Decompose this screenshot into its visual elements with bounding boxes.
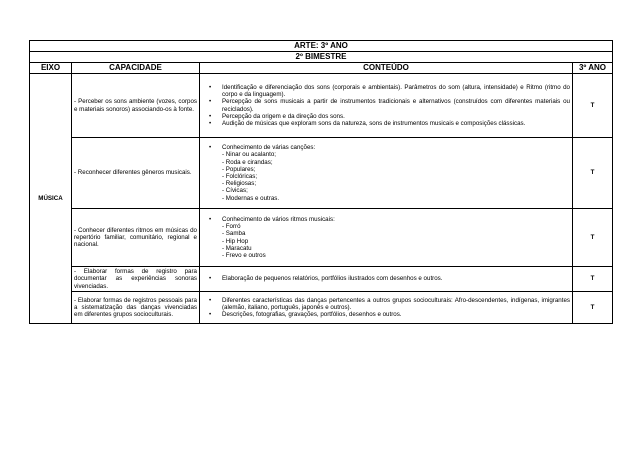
document-subtitle: 2º BIMESTRE — [30, 52, 613, 63]
content-item-text: Conhecimento de várias canções: — [222, 144, 316, 152]
grade-cell: T — [573, 292, 613, 324]
capacity-cell: - Perceber os sons ambiente (vozes, corpos e materiais sonoros) associando-os à fonte. — [72, 74, 200, 138]
table-row — [30, 74, 613, 138]
content-cell — [200, 267, 573, 292]
content-item-text: Identificação e diferenciação dos sons (corporais e ambientais). Parâmetros do som (altura, intensidade) e Ritmo (ritmo do corpo e da linguagem). — [222, 83, 570, 99]
bullet-icon: • — [209, 98, 212, 106]
capacity-cell: - Reconhecer diferentes gêneros musicais. — [72, 138, 200, 209]
document-title: ARTE: 3º ANO — [30, 41, 613, 52]
content-cell — [200, 209, 573, 267]
list-item — [209, 83, 570, 99]
list-item — [209, 215, 570, 259]
content-list — [202, 275, 570, 282]
list-item — [209, 112, 570, 120]
curriculum-table — [29, 40, 613, 324]
content-list — [202, 216, 570, 259]
column-header-row — [30, 63, 613, 74]
list-item — [209, 311, 570, 319]
header-content: CONTEÚDO — [200, 63, 573, 74]
sub-item: - Hip Hop — [222, 237, 249, 245]
sub-item: - Frevo e outros — [222, 251, 266, 259]
content-cell — [200, 138, 573, 209]
list-item — [209, 119, 570, 127]
content-item-text: Conhecimento de vários ritmos musicais: — [222, 215, 335, 223]
capacity-cell: - Elaborar formas de registros pessoais para a sistematização das danças vivenciadas em diferentes grupos socioculturais. — [72, 292, 200, 324]
bullet-icon: • — [209, 275, 212, 283]
header-axis: EIXO — [30, 63, 72, 74]
content-cell — [200, 292, 573, 324]
table-row — [30, 209, 613, 267]
list-item — [209, 98, 570, 113]
sub-item: - Maracatu — [222, 244, 252, 252]
sub-item: - Populares; — [222, 165, 256, 173]
sub-item: - Cívicas; — [222, 187, 248, 195]
capacity-cell: - Conhecer diferentes ritmos em músicas do repertório familiar, comunitário, regional e nacional. — [72, 209, 200, 267]
list-item — [209, 144, 570, 202]
grade-cell: T — [573, 74, 613, 138]
header-capacity: CAPACIDADE — [72, 63, 200, 74]
bullet-icon: • — [209, 83, 212, 91]
bullet-icon: • — [209, 112, 212, 120]
content-item-text: Descrições, fotografias, gravações, portfólios, desenhos e outros. — [222, 311, 402, 319]
content-cell — [200, 74, 573, 138]
bullet-icon: • — [209, 144, 212, 152]
list-item — [209, 275, 570, 283]
content-item-text: Percepção de sons musicais a partir de instrumentos tradicionais e alternativos (construídos com diferentes materiais ou reciclados). — [222, 98, 570, 113]
grade-cell: T — [573, 138, 613, 209]
content-list — [202, 297, 570, 319]
sub-item: - Roda e cirandas; — [222, 158, 273, 166]
grade-cell: T — [573, 267, 613, 292]
bullet-icon: • — [209, 215, 212, 223]
list-item — [209, 296, 570, 311]
table-row — [30, 138, 613, 209]
table-row — [30, 292, 613, 324]
title-row — [30, 41, 613, 52]
capacity-cell: - Elaborar formas de registro para documentar as experiências sonoras vivenciadas. — [72, 267, 200, 292]
bullet-icon: • — [209, 119, 212, 127]
content-item-text: Percepção da origem e da direção dos sons. — [222, 112, 345, 120]
sub-item: - Samba — [222, 230, 246, 238]
content-list — [202, 144, 570, 202]
content-item-text: Elaboração de pequenos relatórios, portfólios ilustrados com desenhos e outros. — [222, 275, 443, 283]
sub-item: - Folclóricas; — [222, 173, 258, 180]
subtitle-row — [30, 52, 613, 63]
table-row — [30, 267, 613, 292]
grade-cell: T — [573, 209, 613, 267]
header-year: 3º ANO — [573, 63, 613, 74]
bullet-icon: • — [209, 296, 212, 304]
sub-item: - Ninar ou acalanto; — [222, 151, 276, 159]
axis-cell: MÚSICA — [30, 74, 72, 324]
content-list — [202, 84, 570, 127]
sub-item: - Forró — [222, 223, 241, 231]
bullet-icon: • — [209, 311, 212, 319]
sub-item: - Religiosas; — [222, 180, 257, 188]
content-item-text: Audição de músicas que exploram sons da natureza, sons de instrumentos musicais e composições clássicas. — [222, 119, 526, 127]
content-item-text: Diferentes características das danças pertencentes a outros grupos socioculturais: Afro-descendentes, indígenas, imigrantes (alemão, italiano, português, japonês e outros). — [222, 296, 570, 311]
sub-item: - Modernas e outras. — [222, 194, 280, 202]
